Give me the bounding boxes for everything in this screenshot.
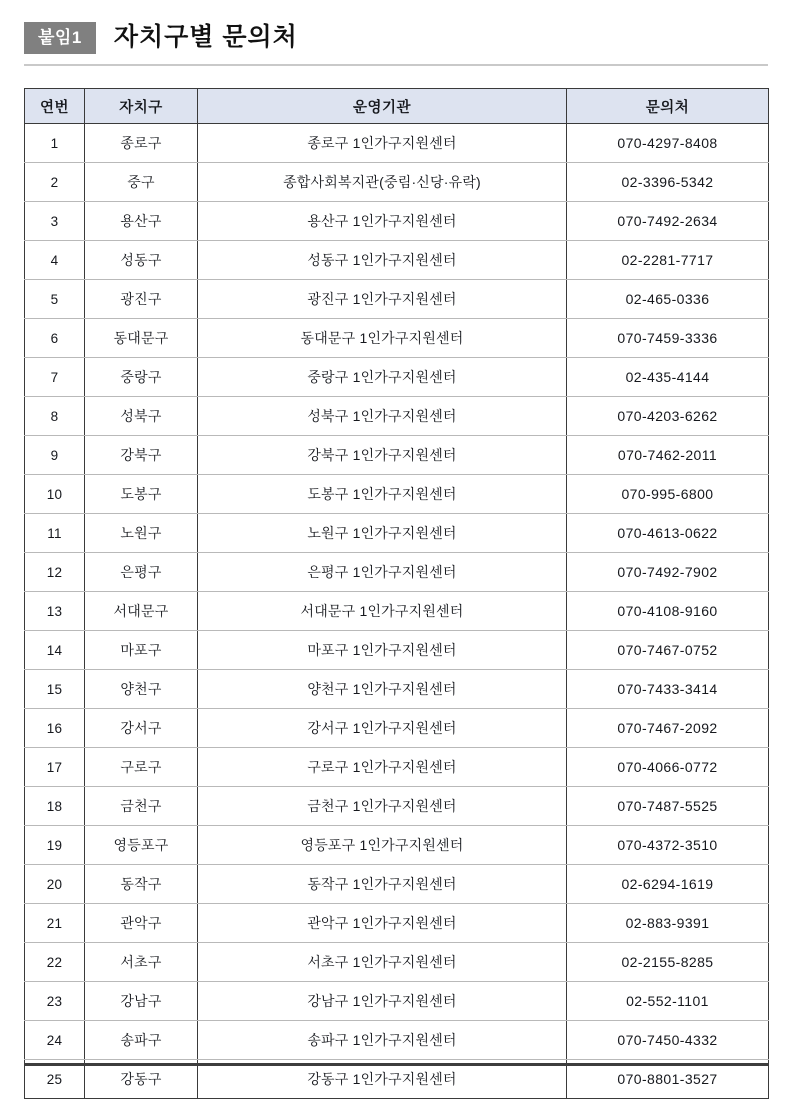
cell-organization: 강동구 1인가구지원센터	[198, 1060, 567, 1099]
cell-organization: 양천구 1인가구지원센터	[198, 670, 567, 709]
cell-contact: 070-7492-7902	[567, 553, 769, 592]
cell-no: 12	[25, 553, 85, 592]
table-row	[25, 397, 769, 436]
cell-district: 구로구	[85, 748, 198, 787]
cell-contact: 070-4203-6262	[567, 397, 769, 436]
contact-table	[24, 88, 769, 1099]
cell-no: 7	[25, 358, 85, 397]
column-header-no: 연번	[25, 89, 85, 124]
cell-organization: 광진구 1인가구지원센터	[198, 280, 567, 319]
cell-no: 9	[25, 436, 85, 475]
cell-no: 13	[25, 592, 85, 631]
cell-organization: 서대문구 1인가구지원센터	[198, 592, 567, 631]
cell-organization: 서초구 1인가구지원센터	[198, 943, 567, 982]
cell-contact: 070-7459-3336	[567, 319, 769, 358]
cell-district: 종로구	[85, 124, 198, 163]
cell-no: 3	[25, 202, 85, 241]
cell-no: 24	[25, 1021, 85, 1060]
table-row	[25, 202, 769, 241]
cell-organization: 관악구 1인가구지원센터	[198, 904, 567, 943]
cell-no: 15	[25, 670, 85, 709]
cell-district: 강북구	[85, 436, 198, 475]
table-row	[25, 748, 769, 787]
table-row	[25, 1021, 769, 1060]
table-row	[25, 163, 769, 202]
document-header	[24, 22, 768, 66]
cell-organization: 강서구 1인가구지원센터	[198, 709, 567, 748]
attachment-badge: 붙임1	[24, 22, 96, 54]
table-row	[25, 982, 769, 1021]
cell-organization: 중랑구 1인가구지원센터	[198, 358, 567, 397]
cell-contact: 070-7462-2011	[567, 436, 769, 475]
cell-district: 은평구	[85, 553, 198, 592]
cell-organization: 용산구 1인가구지원센터	[198, 202, 567, 241]
cell-district: 노원구	[85, 514, 198, 553]
cell-organization: 강남구 1인가구지원센터	[198, 982, 567, 1021]
cell-contact: 070-7467-0752	[567, 631, 769, 670]
cell-organization: 노원구 1인가구지원센터	[198, 514, 567, 553]
table-row	[25, 358, 769, 397]
cell-no: 22	[25, 943, 85, 982]
cell-district: 송파구	[85, 1021, 198, 1060]
cell-no: 21	[25, 904, 85, 943]
column-header-organization: 운영기관	[198, 89, 567, 124]
cell-district: 마포구	[85, 631, 198, 670]
cell-no: 11	[25, 514, 85, 553]
table-row	[25, 475, 769, 514]
cell-contact: 02-2155-8285	[567, 943, 769, 982]
cell-contact: 070-7492-2634	[567, 202, 769, 241]
cell-organization: 성동구 1인가구지원센터	[198, 241, 567, 280]
cell-no: 14	[25, 631, 85, 670]
table-header	[25, 89, 769, 124]
cell-organization: 강북구 1인가구지원센터	[198, 436, 567, 475]
cell-district: 도봉구	[85, 475, 198, 514]
contact-table-wrap	[24, 88, 768, 1099]
cell-district: 금천구	[85, 787, 198, 826]
cell-organization: 송파구 1인가구지원센터	[198, 1021, 567, 1060]
column-header-contact: 문의처	[567, 89, 769, 124]
cell-district: 서대문구	[85, 592, 198, 631]
table-row	[25, 592, 769, 631]
column-header-district: 자치구	[85, 89, 198, 124]
cell-no: 5	[25, 280, 85, 319]
cell-district: 강서구	[85, 709, 198, 748]
cell-district: 양천구	[85, 670, 198, 709]
table-row	[25, 865, 769, 904]
cell-no: 16	[25, 709, 85, 748]
cell-organization: 종합사회복지관(중림·신당·유락)	[198, 163, 567, 202]
cell-contact: 070-7433-3414	[567, 670, 769, 709]
cell-contact: 070-7487-5525	[567, 787, 769, 826]
cell-district: 영등포구	[85, 826, 198, 865]
table-row	[25, 631, 769, 670]
cell-contact: 02-3396-5342	[567, 163, 769, 202]
cell-no: 1	[25, 124, 85, 163]
table-header-row	[25, 89, 769, 124]
cell-district: 중구	[85, 163, 198, 202]
cell-contact: 02-883-9391	[567, 904, 769, 943]
cell-district: 관악구	[85, 904, 198, 943]
cell-contact: 070-4066-0772	[567, 748, 769, 787]
cell-district: 용산구	[85, 202, 198, 241]
cell-contact: 02-6294-1619	[567, 865, 769, 904]
table-row	[25, 670, 769, 709]
cell-contact: 02-552-1101	[567, 982, 769, 1021]
page-bottom-rule	[24, 1063, 768, 1066]
table-body	[25, 124, 769, 1099]
table-row	[25, 553, 769, 592]
cell-contact: 070-4108-9160	[567, 592, 769, 631]
cell-no: 19	[25, 826, 85, 865]
table-row	[25, 280, 769, 319]
table-row	[25, 124, 769, 163]
table-row	[25, 826, 769, 865]
table-row	[25, 514, 769, 553]
cell-contact: 02-435-4144	[567, 358, 769, 397]
cell-organization: 영등포구 1인가구지원센터	[198, 826, 567, 865]
table-row	[25, 709, 769, 748]
cell-district: 동대문구	[85, 319, 198, 358]
cell-organization: 도봉구 1인가구지원센터	[198, 475, 567, 514]
cell-district: 광진구	[85, 280, 198, 319]
cell-contact: 070-7467-2092	[567, 709, 769, 748]
cell-organization: 동대문구 1인가구지원센터	[198, 319, 567, 358]
cell-no: 20	[25, 865, 85, 904]
cell-contact: 070-4613-0622	[567, 514, 769, 553]
cell-contact: 070-8801-3527	[567, 1060, 769, 1099]
cell-contact: 02-2281-7717	[567, 241, 769, 280]
cell-district: 성북구	[85, 397, 198, 436]
cell-district: 중랑구	[85, 358, 198, 397]
cell-contact: 070-7450-4332	[567, 1021, 769, 1060]
cell-contact: 070-995-6800	[567, 475, 769, 514]
cell-district: 동작구	[85, 865, 198, 904]
table-row	[25, 787, 769, 826]
cell-contact: 070-4372-3510	[567, 826, 769, 865]
cell-no: 2	[25, 163, 85, 202]
cell-organization: 금천구 1인가구지원센터	[198, 787, 567, 826]
table-row	[25, 943, 769, 982]
cell-no: 17	[25, 748, 85, 787]
cell-no: 25	[25, 1060, 85, 1099]
cell-organization: 동작구 1인가구지원센터	[198, 865, 567, 904]
table-row	[25, 436, 769, 475]
cell-no: 4	[25, 241, 85, 280]
cell-organization: 은평구 1인가구지원센터	[198, 553, 567, 592]
page-title: 자치구별 문의처	[113, 23, 298, 52]
cell-no: 23	[25, 982, 85, 1021]
cell-no: 10	[25, 475, 85, 514]
cell-district: 강동구	[85, 1060, 198, 1099]
cell-no: 8	[25, 397, 85, 436]
cell-district: 서초구	[85, 943, 198, 982]
cell-no: 18	[25, 787, 85, 826]
cell-organization: 마포구 1인가구지원센터	[198, 631, 567, 670]
cell-district: 성동구	[85, 241, 198, 280]
table-row	[25, 319, 769, 358]
table-row	[25, 904, 769, 943]
cell-organization: 성북구 1인가구지원센터	[198, 397, 567, 436]
cell-organization: 구로구 1인가구지원센터	[198, 748, 567, 787]
cell-district: 강남구	[85, 982, 198, 1021]
cell-contact: 02-465-0336	[567, 280, 769, 319]
table-row	[25, 241, 769, 280]
cell-no: 6	[25, 319, 85, 358]
cell-organization: 종로구 1인가구지원센터	[198, 124, 567, 163]
cell-contact: 070-4297-8408	[567, 124, 769, 163]
